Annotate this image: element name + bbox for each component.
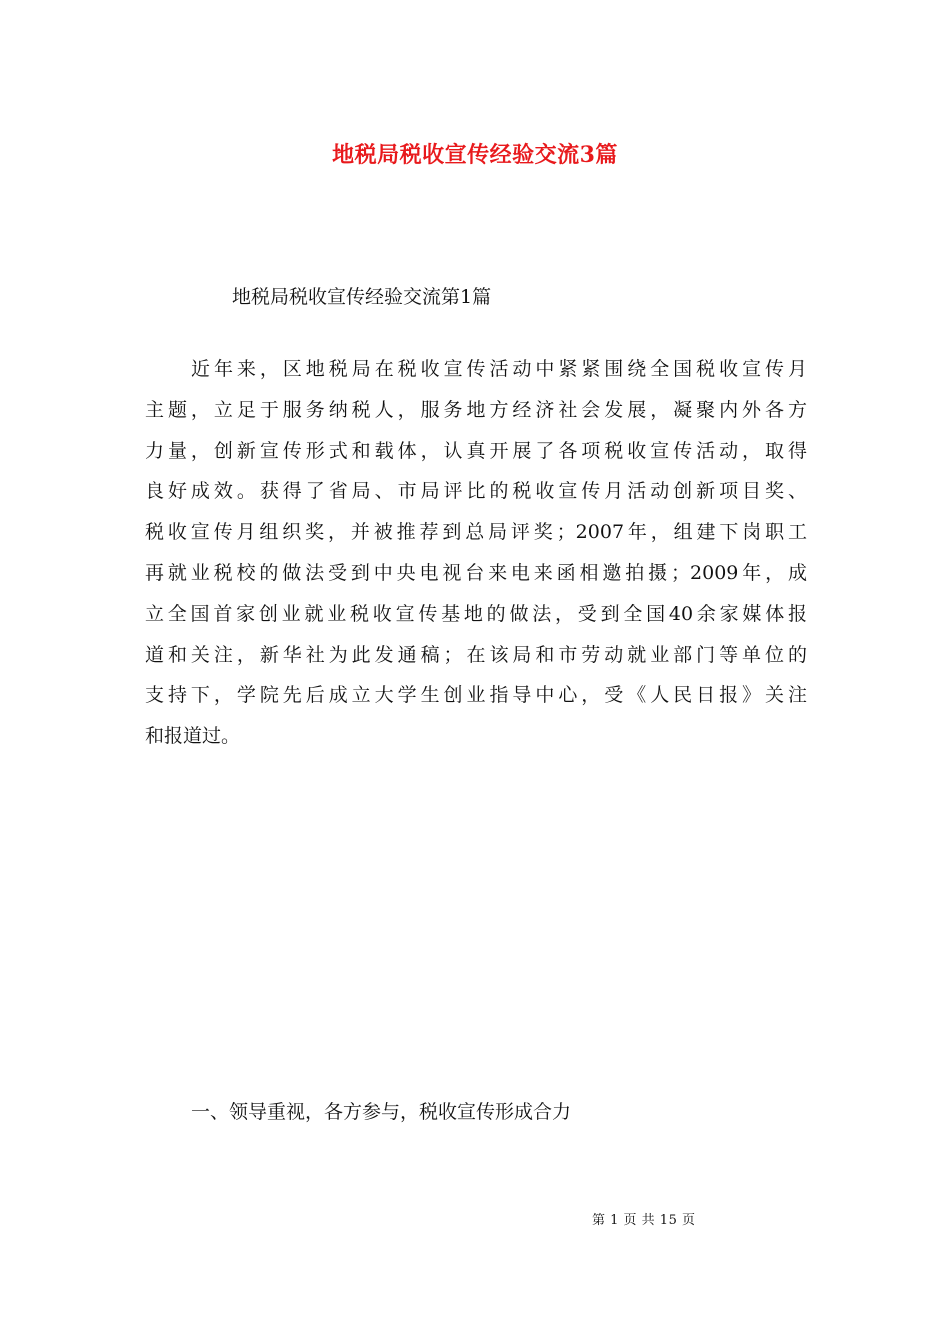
paragraph-line: 支持下，学院先后成立大学生创业指导中心，受《人民日报》关注 (145, 684, 807, 707)
page-number-footer: 第 1 页 共 15 页 (592, 1213, 696, 1228)
article-title: 地税局税收宣传经验交流第1篇 (232, 286, 492, 308)
paragraph-line: 道和关注，新华社为此发通稿；在该局和市劳动就业部门等单位的 (145, 643, 807, 666)
body-paragraph (145, 349, 807, 757)
paragraph-line: 近年来，区地税局在税收宣传活动中紧紧围绕全国税收宣传月 (191, 358, 807, 380)
paragraph-line: 良好成效。获得了省局、市局评比的税收宣传月活动创新项目奖、 (145, 480, 807, 503)
paragraph-line: 力量，创新宣传形式和载体，认真开展了各项税收宣传活动，取得 (145, 439, 807, 462)
paragraph-line: 和报道过。 (145, 725, 241, 748)
section-heading: 一、领导重视，各方参与，税收宣传形成合力 (191, 1101, 572, 1123)
paragraph-line: 立全国首家创业就业税收宣传基地的做法，受到全国40余家媒体报 (145, 602, 807, 625)
paragraph-line: 主题，立足于服务纳税人，服务地方经济社会发展，凝聚内外各方 (145, 398, 807, 421)
paragraph-line: 税收宣传月组织奖，并被推荐到总局评奖；2007年，组建下岗职工 (145, 521, 807, 544)
paragraph-line: 再就业税校的做法受到中央电视台来电来函相邀拍摄；2009年，成 (145, 561, 807, 584)
document-title: 地税局税收宣传经验交流3篇 (332, 142, 618, 168)
